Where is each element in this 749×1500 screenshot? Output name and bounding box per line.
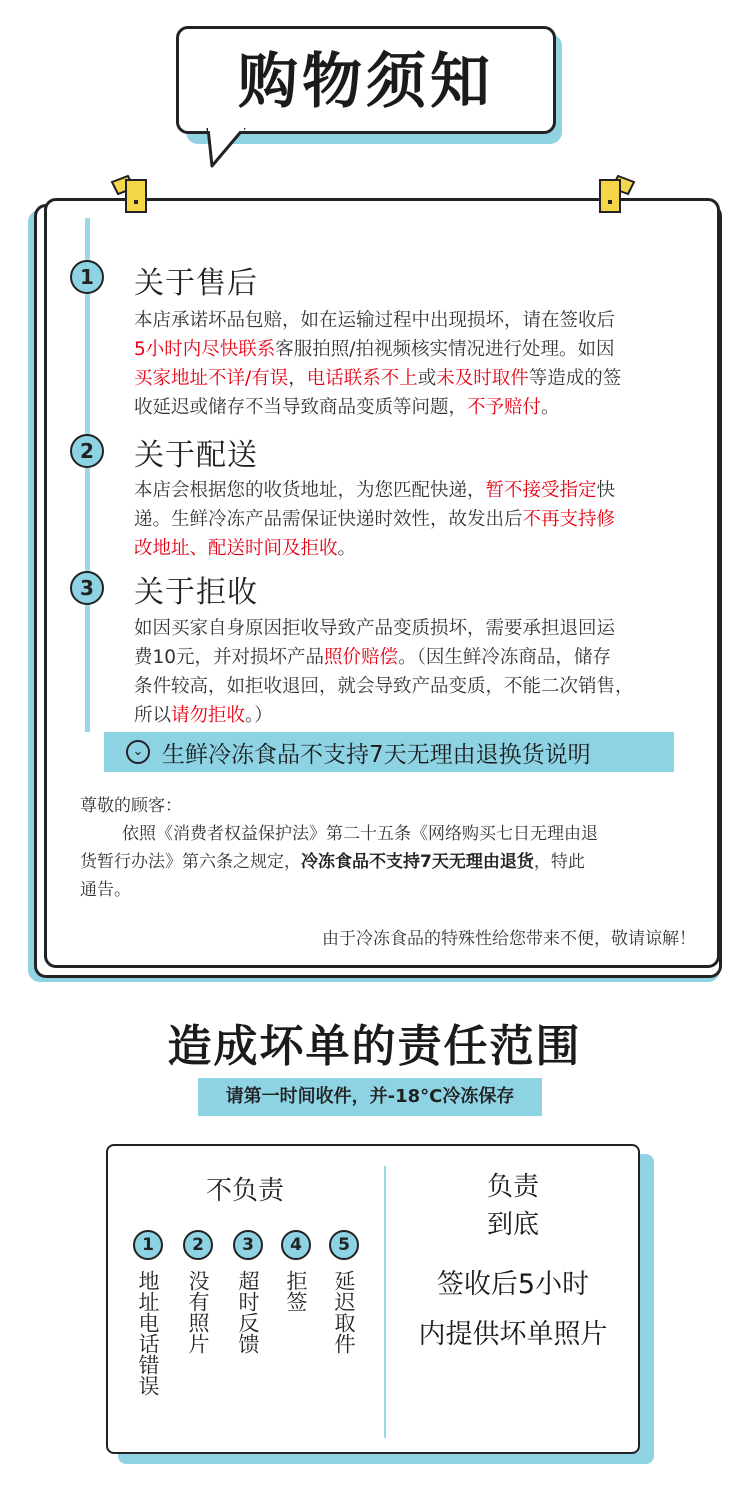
section-body-after-sales bbox=[134, 306, 694, 422]
item-number-badge: 1 bbox=[133, 1230, 163, 1260]
section-title-refusal: 关于拒收 bbox=[134, 575, 258, 610]
warning-text: 改地址、配送时间及拒收 bbox=[134, 538, 338, 559]
warning-text: 照价赔偿 bbox=[324, 647, 399, 668]
section-body-line bbox=[134, 476, 694, 505]
customer-notice bbox=[80, 792, 705, 904]
not-responsible-title: 不负责 bbox=[205, 1176, 284, 1206]
item-text: 延迟取件 bbox=[332, 1270, 356, 1354]
warning-text: 5小时内尽快联系 bbox=[134, 339, 276, 360]
chevron-down-circle-icon: ⌄ bbox=[126, 740, 150, 764]
section-body-line bbox=[134, 364, 694, 393]
section-body-refusal bbox=[134, 614, 694, 730]
body-text: 如因买家自身原因拒收导致产品变质损坏，需要承担退回运 bbox=[134, 618, 616, 639]
warning-text: 不再支持修 bbox=[522, 509, 616, 530]
body-text: 。 bbox=[541, 397, 560, 418]
page-title: 购物须知 bbox=[238, 47, 494, 117]
responsible-title-line1: 负责 bbox=[486, 1172, 539, 1202]
section-number-badge: 1 bbox=[70, 260, 104, 294]
body-text: 所以 bbox=[134, 705, 172, 726]
item-text: 没有照片 bbox=[186, 1270, 210, 1354]
warning-text: 买家地址不详/有误 bbox=[134, 368, 289, 389]
scope-divider bbox=[384, 1166, 386, 1438]
not-responsible-item bbox=[180, 1230, 216, 1354]
notice-text: 货暂行办法》第六条之规定， bbox=[80, 852, 301, 872]
warning-text: 暂不接受指定 bbox=[485, 480, 597, 501]
notice-greeting: 尊敬的顾客： bbox=[80, 796, 182, 816]
item-text: 超时反馈 bbox=[236, 1270, 260, 1354]
warning-text: 请勿拒收 bbox=[171, 705, 246, 726]
no-return-banner bbox=[104, 732, 674, 772]
body-text: 收延迟或储存不当导致商品变质等问题， bbox=[134, 397, 468, 418]
section-body-line bbox=[134, 672, 694, 701]
section-title-after-sales: 关于售后 bbox=[134, 266, 258, 301]
body-text: 。 bbox=[337, 538, 357, 559]
body-text: 客服拍照/拍视频核实情况进行处理。如因 bbox=[275, 339, 615, 360]
item-number-badge: 5 bbox=[329, 1230, 359, 1260]
responsible-title-line2: 到底 bbox=[486, 1210, 539, 1240]
banner-text: 生鲜冷冻食品不支持7天无理由退换货说明 bbox=[162, 741, 591, 768]
not-responsible-item bbox=[230, 1230, 266, 1354]
responsible-text-line2: 内提供坏单照片 bbox=[418, 1319, 608, 1350]
section-body-line bbox=[134, 614, 694, 643]
timeline-line bbox=[85, 218, 90, 732]
notice-line bbox=[80, 848, 705, 876]
notice-line: 依照《消费者权益保护法》第二十五条《网络购买七日无理由退 bbox=[122, 824, 598, 844]
section-body-line bbox=[134, 335, 694, 364]
body-text: 本店承诺坏品包赔，如在运输过程中出现损坏，请在签收后 bbox=[134, 310, 616, 331]
section-body-delivery bbox=[134, 476, 694, 563]
section-body-line bbox=[134, 534, 694, 563]
section-number-badge: 3 bbox=[70, 571, 104, 605]
body-text: 条件较高，如拒收退回，就会导致产品变质，不能二次销售， bbox=[134, 676, 634, 697]
body-text: 本店会根据您的收货地址，为您匹配快递， bbox=[134, 480, 486, 501]
not-responsible-item bbox=[130, 1230, 166, 1396]
warning-text: 电话联系不上 bbox=[306, 368, 418, 389]
item-number-badge: 4 bbox=[281, 1230, 311, 1260]
section-title-delivery: 关于配送 bbox=[134, 438, 258, 473]
paper-clip-icon bbox=[594, 174, 638, 214]
body-text: 费10元，并对损坏产品 bbox=[134, 647, 325, 668]
section-number-badge: 2 bbox=[70, 434, 104, 468]
item-text: 地址电话错误 bbox=[136, 1270, 160, 1396]
section-body-line bbox=[134, 505, 694, 534]
not-responsible-item bbox=[326, 1230, 362, 1354]
section-body-line bbox=[134, 643, 694, 672]
section-body-line bbox=[134, 393, 694, 422]
body-text: 或 bbox=[417, 368, 437, 389]
warning-text: 未及时取件 bbox=[436, 368, 529, 389]
body-text: 。（因生鲜冷冻商品，储存 bbox=[398, 647, 611, 668]
body-text: 等造成的签 bbox=[528, 368, 622, 389]
notice-emphasis: 冷冻食品不支持7天无理由退货 bbox=[301, 852, 534, 872]
speech-tail-icon bbox=[204, 128, 254, 168]
scope-heading: 造成坏单的责任范围 bbox=[167, 1021, 582, 1072]
not-responsible-item bbox=[278, 1230, 314, 1312]
body-text: ， bbox=[288, 368, 307, 389]
notice-text: ，特此 bbox=[533, 852, 585, 872]
paper-clip-icon bbox=[108, 174, 152, 214]
section-body-line bbox=[134, 701, 694, 730]
section-body-line bbox=[134, 306, 694, 335]
notice-footer: 由于冷冻食品的特殊性给您带来不便，敬请谅解！ bbox=[322, 929, 696, 949]
warning-text: 不予赔付 bbox=[467, 397, 542, 418]
body-text: 递。生鲜冷冻产品需保证快递时效性，故发出后 bbox=[134, 509, 523, 530]
body-text: 快 bbox=[596, 480, 616, 501]
storage-instruction: 请第一时间收件，并-18°C冷冻保存 bbox=[198, 1078, 542, 1116]
body-text: 。） bbox=[245, 705, 273, 726]
item-number-badge: 2 bbox=[183, 1230, 213, 1260]
item-number-badge: 3 bbox=[233, 1230, 263, 1260]
responsible-text-line1: 签收后5小时 bbox=[436, 1269, 590, 1300]
notice-line: 通告。 bbox=[80, 880, 131, 900]
item-text: 拒签 bbox=[284, 1270, 308, 1312]
